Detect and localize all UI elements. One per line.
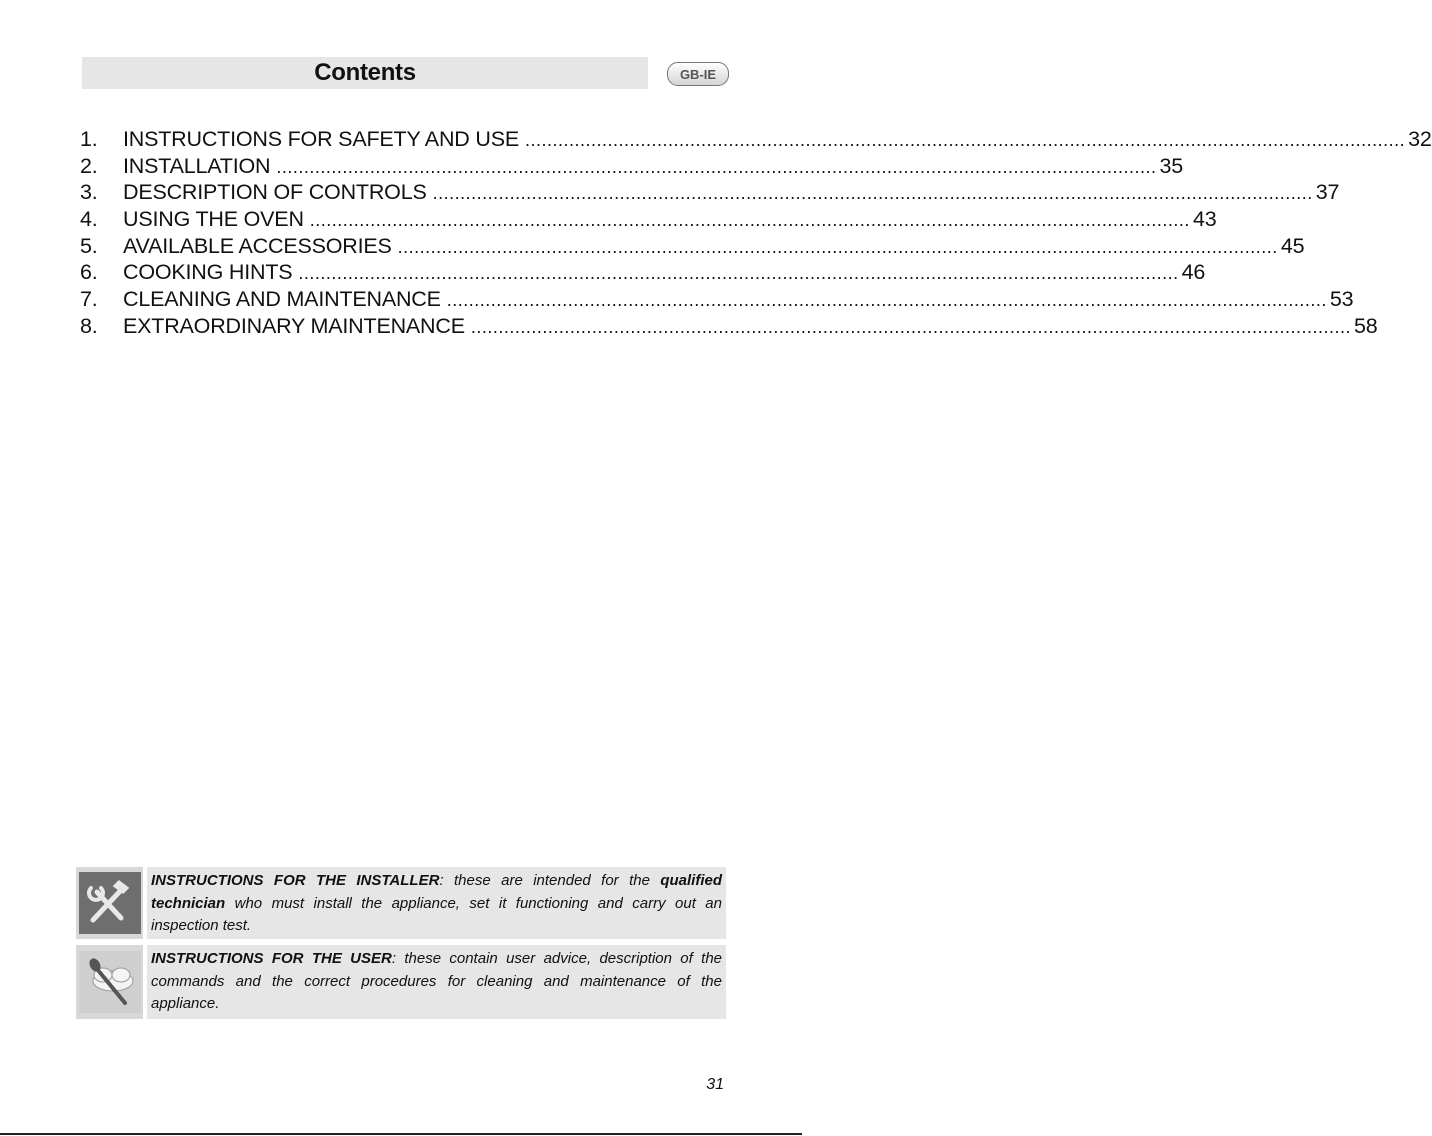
installer-heading: INSTRUCTIONS FOR THE INSTALLER [151,872,440,889]
toc-entry[interactable] [80,180,1340,207]
toc-title: DESCRIPTION OF CONTROLS [123,180,427,205]
toc-number: 5. [80,233,98,258]
toc-leader: ................................................................................................................................................................ [446,290,1327,311]
page-title-bar [82,57,648,89]
installer-note-text: INSTRUCTIONS FOR THE INSTALLER: these are intended for the qualified technician who must install the appliance, set it functioning and carry out an inspection test. [147,867,726,939]
toc-leader: ................................................................................................................................................................ [276,156,1157,177]
toc-number: 4. [80,207,98,232]
toc-number: 6. [80,260,98,285]
table-of-contents [80,127,1432,341]
toc-number: 7. [80,287,98,312]
toc-page: 45 [1280,233,1305,258]
toc-page: 32 [1408,127,1432,151]
toc-entry[interactable] [80,233,1305,261]
toc-page: 46 [1181,260,1206,285]
toc-entry[interactable] [80,207,1217,234]
toc-title: AVAILABLE ACCESSORIES [123,233,392,258]
toc-leader: ................................................................................................................................................................ [397,236,1278,257]
toc-number: 8. [80,313,98,338]
tools-icon [76,867,143,939]
toc-title: INSTRUCTIONS FOR SAFETY AND USE [123,127,519,151]
toc-title: INSTALLATION [123,153,271,178]
toc-page: 43 [1192,207,1217,232]
toc-entry[interactable] [80,260,1206,287]
toc-page: 53 [1329,287,1354,312]
toc-number: 1. [80,127,98,151]
toc-entry[interactable] [80,287,1354,314]
user-note-text: INSTRUCTIONS FOR THE USER: these contain user advice, description of the commands and the correct procedures for cleaning and maintenance of the appliance. [147,945,726,1019]
bottom-divider [0,1133,802,1135]
language-badge: GB-IE [667,62,729,86]
chef-spoon-icon [76,945,143,1019]
toc-leader: ................................................................................................................................................................ [309,210,1190,231]
page-number: 31 [706,1076,724,1093]
toc-leader: ................................................................................................................................................................ [298,263,1179,284]
toc-leader: ................................................................................................................................................................ [470,316,1352,337]
toc-number: 3. [80,180,98,205]
toc-title: CLEANING AND MAINTENANCE [123,287,441,312]
installer-note [76,867,726,939]
toc-entry[interactable] [80,127,1432,154]
toc-entry[interactable] [80,313,1378,341]
installer-emphasis: qualified technician [151,872,722,912]
user-heading: INSTRUCTIONS FOR THE USER [151,950,392,967]
toc-leader: ................................................................................................................................................................ [432,183,1313,204]
toc-title: COOKING HINTS [123,260,293,285]
toc-title: EXTRAORDINARY MAINTENANCE [123,313,465,338]
toc-page: 37 [1315,180,1340,205]
toc-entry[interactable] [80,153,1184,181]
toc-page: 35 [1159,153,1184,178]
page-title: Contents [314,59,416,86]
toc-number: 2. [80,153,98,178]
toc-leader: ................................................................................................................................................................ [524,130,1406,150]
toc-title: USING THE OVEN [123,207,304,232]
user-note [76,945,726,1019]
toc-page: 58 [1354,313,1378,338]
